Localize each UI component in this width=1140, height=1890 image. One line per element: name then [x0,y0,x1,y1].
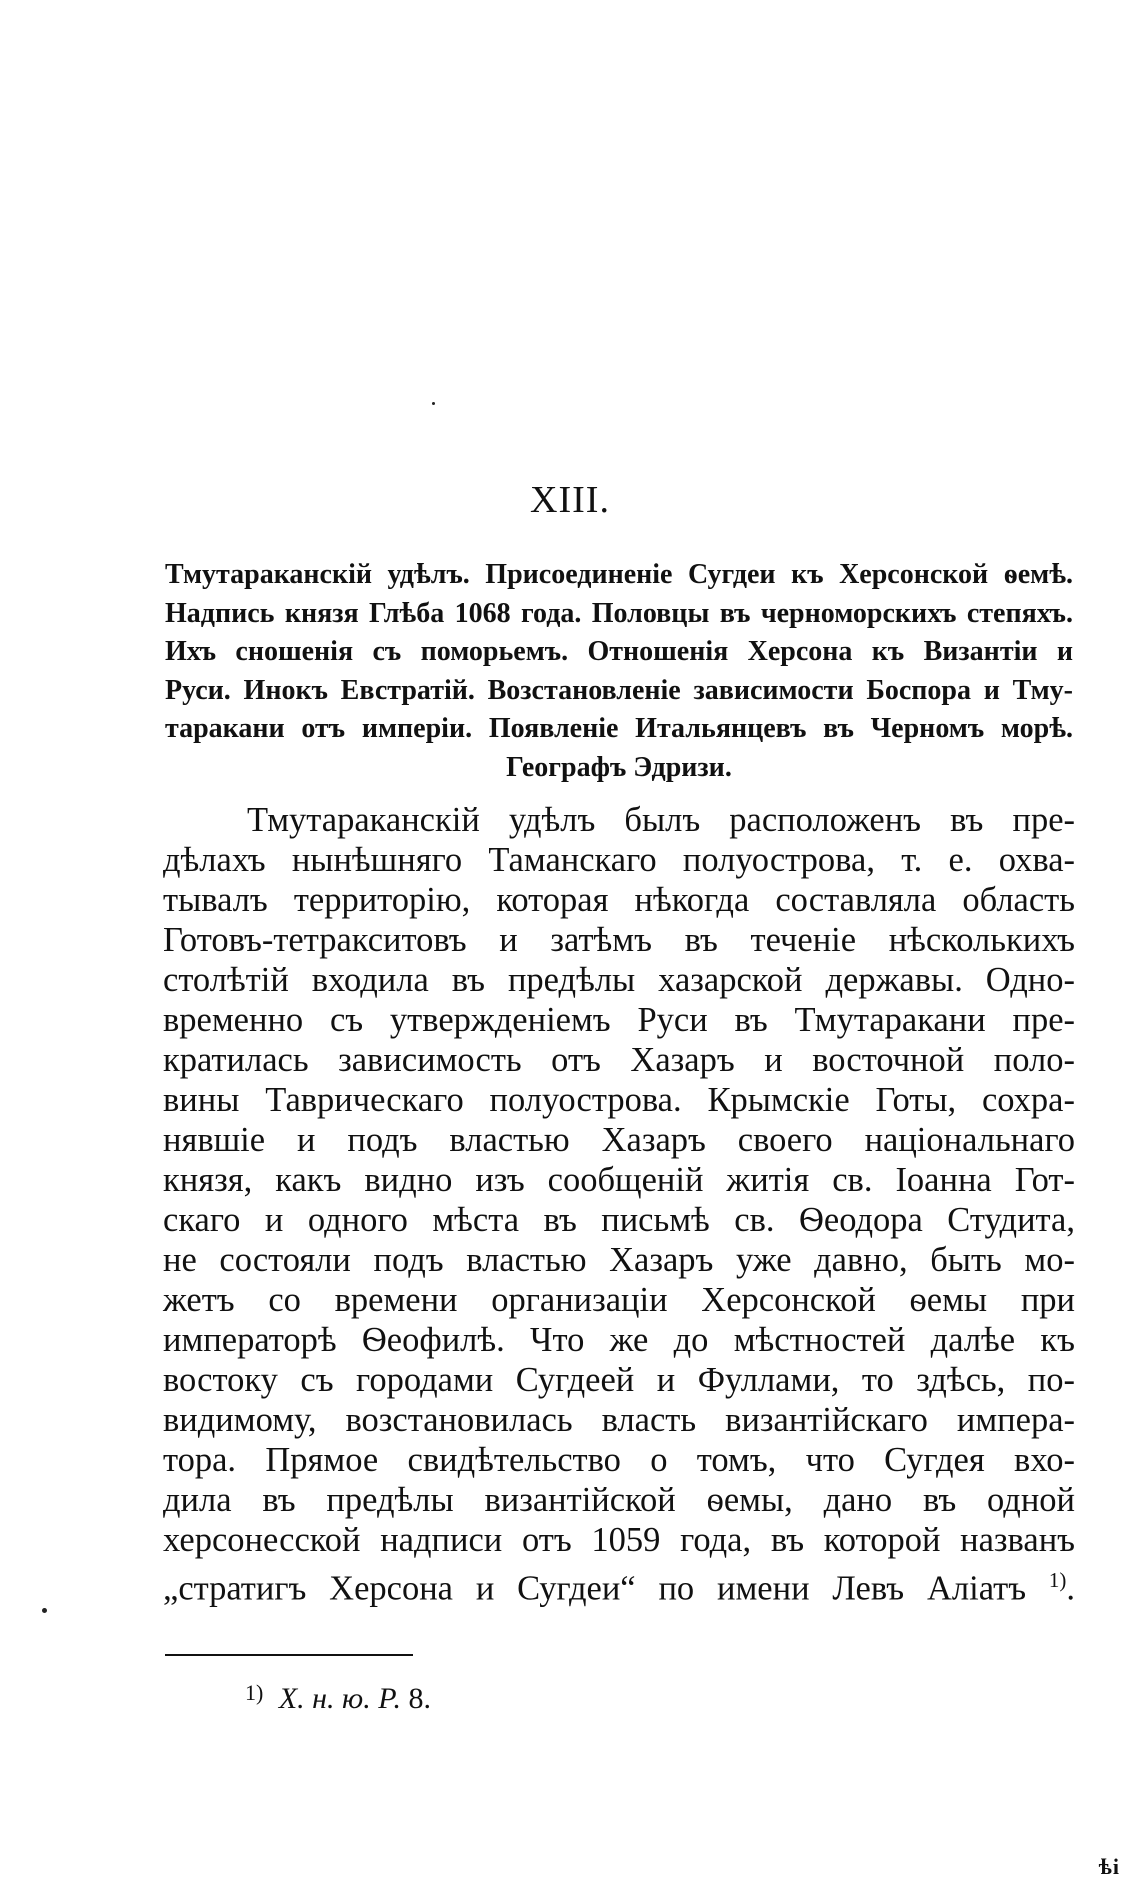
stray-ink-dot [42,1608,47,1613]
summary-line: Ихъ сношенія съ поморьемъ. Отношенія Херсона къ Византіи и [165,636,1073,667]
body-line: не состояли подъ властью Хазаръ уже давно, быть мо- [163,1241,1075,1279]
body-line: Готовъ-тетракситовъ и затѣмъ въ теченіе нѣсколькихъ [163,921,1075,959]
footnote [245,1675,431,1717]
body-line: столѣтій входила въ предѣлы хазарской державы. Одно- [163,961,1075,999]
chapter-number: XIII. [530,479,610,521]
body-line: тывалъ территорію, которая нѣкогда составляла область [163,881,1075,919]
body-line: жетъ со времени организаціи Херсонской ѳемы при [163,1281,1075,1319]
summary-line: Руси. Инокъ Евстратій. Возстановленіе зависимости Боспора и Тму- [165,674,1073,706]
body-line: Тмутараканскій удѣлъ былъ расположенъ въ пре- [247,801,1075,839]
body-line: востоку съ городами Сугдеей и Фуллами, то здѣсь, по- [163,1361,1075,1399]
stray-ink-dot [432,402,435,405]
body-line: князя, какъ видно изъ сообщеній житія св. Іоанна Гот- [163,1161,1075,1199]
summary-line: Тмутараканскій удѣлъ. Присоединеніе Сугдеи къ Херсонской ѳемѣ. [165,559,1073,590]
footnote-page: 8. [408,1682,432,1715]
body-line: скаго и одного мѣста въ письмѣ св. Ѳеодора Студита, [163,1201,1075,1239]
footnote-reference-marker: 1) [1048,1568,1067,1592]
body-line: временно съ утвержденіемъ Руси въ Тмутаракани пре- [163,1001,1075,1039]
body-line: кратилась зависимость отъ Хазаръ и восточной поло- [163,1041,1075,1079]
body-line: дила въ предѣлы византійской ѳемы, дано въ одной [163,1481,1075,1519]
body-line-text: „стратигъ Херсона и Сугдеи“ по имени Левъ Аліатъ [163,1569,1027,1608]
footnote-source: Х. н. ю. Р. [278,1682,402,1715]
summary-line: таракани отъ имперіи. Появленіе Итальянцевъ въ Черномъ морѣ. [165,713,1073,744]
body-paragraph [163,800,1075,1609]
body-line: нявшіе и подъ властью Хазаръ своего національнаго [163,1121,1075,1159]
body-line: херсонесской надписи отъ 1059 года, въ которой названъ [163,1521,1075,1559]
summary-line: Географъ Эдризи. [506,751,732,783]
body-line: видимому, возстановилась власть византійскаго импера- [163,1401,1075,1439]
summary-line: Надпись князя Глѣба 1068 года. Половцы въ черноморскихъ степяхъ. [165,597,1073,629]
page-corner-mark: ѣі [1098,1854,1120,1879]
body-line: императорѣ Ѳеофилѣ. Что же до мѣстностей далѣе къ [163,1321,1075,1359]
chapter-summary [165,556,1073,787]
body-line: тора. Прямое свидѣтельство о томъ, что Сугдея вхо- [163,1441,1075,1479]
footnote-marker: 1) [245,1680,264,1705]
body-line: дѣлахъ нынѣшняго Таманскаго полуострова, т. е. охва- [163,841,1075,879]
body-line-last [163,1560,1075,1609]
body-line-closing: . [1066,1569,1075,1608]
footnote-divider [165,1654,413,1656]
body-line: вины Таврическаго полуострова. Крымскіе Готы, сохра- [163,1081,1075,1119]
